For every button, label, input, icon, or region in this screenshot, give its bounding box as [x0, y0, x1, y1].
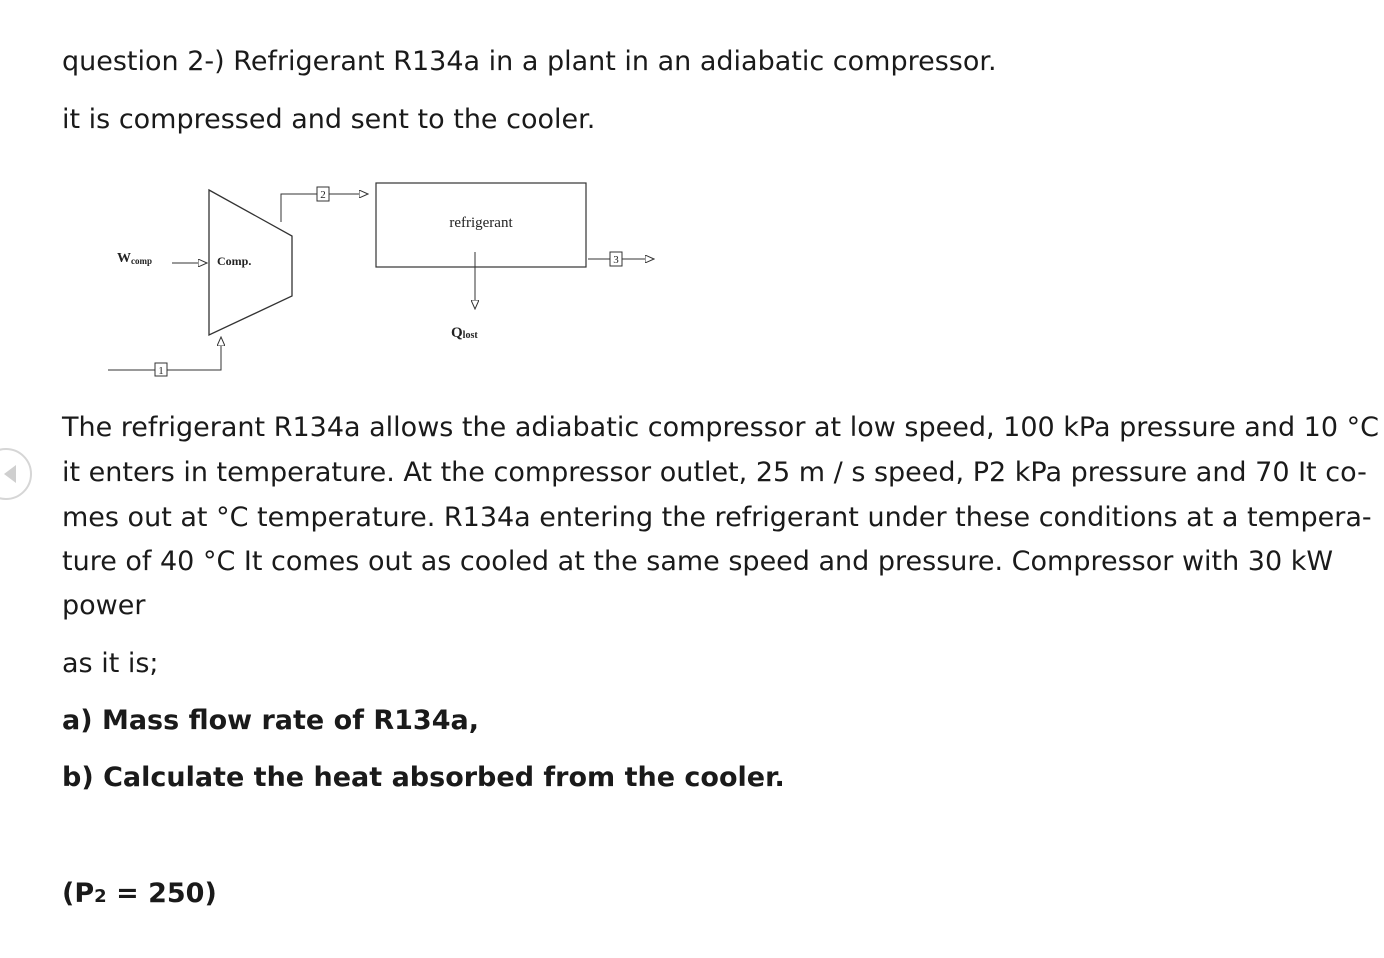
state-3-label: 3: [613, 254, 619, 266]
body-line-5: power: [62, 590, 146, 621]
w-comp-label: Wcomp: [117, 251, 152, 266]
previous-page-button[interactable]: [0, 448, 32, 500]
q-lost-label: Qlost: [451, 325, 478, 341]
part-b: b) Calculate the heat absorbed from the cooler.: [62, 762, 785, 793]
body-line-2: it enters in temperature. At the compressor outlet, 25 m / s speed, P2 kPa pressure and 70 It co-: [62, 457, 1367, 488]
compressor-cooler-diagram: [100, 170, 680, 390]
body-line-4: ture of 40 °C It comes out as cooled at the same speed and pressure. Compressor with 30 kW: [62, 546, 1334, 577]
state-2-label: 2: [320, 189, 326, 201]
given-p2: (P2 = 250): [62, 878, 217, 909]
part-a: a) Mass flow rate of R134a,: [62, 705, 479, 736]
refrigerant-label: refrigerant: [449, 215, 513, 231]
previous-page-arrow-icon: [4, 465, 16, 483]
question-title-line-1: question 2-) Refrigerant R134a in a plant in an adiabatic compressor.: [62, 46, 997, 77]
body-line-3: mes out at °C temperature. R134a entering the refrigerant under these conditions at a tempera-: [62, 502, 1372, 533]
compressor-label: Comp.: [217, 254, 252, 268]
question-title-line-2: it is compressed and sent to the cooler.: [62, 104, 596, 135]
body-line-6: as it is;: [62, 648, 159, 679]
state-1-label: 1: [158, 365, 164, 377]
body-line-1: The refrigerant R134a allows the adiabatic compressor at low speed, 100 kPa pressure and 10 °C: [62, 412, 1379, 443]
